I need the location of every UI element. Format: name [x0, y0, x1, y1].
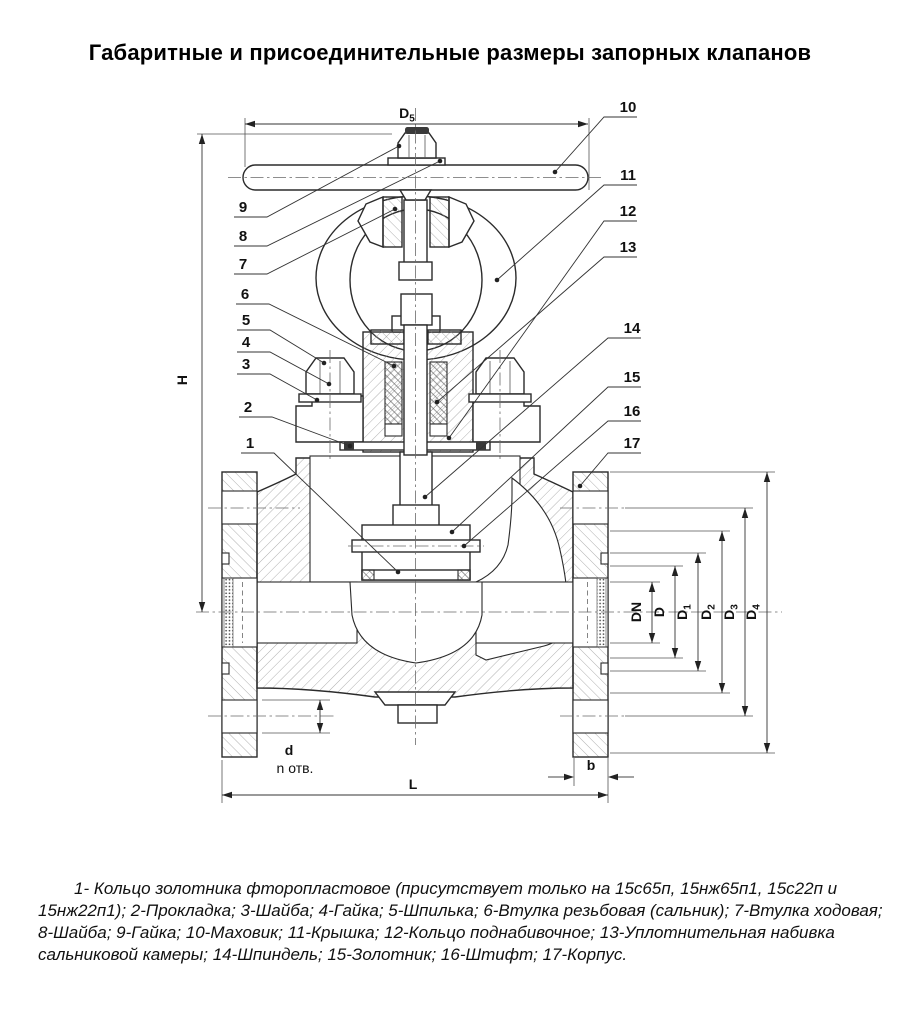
dim-d-hole	[262, 700, 330, 776]
disc-seal-ring	[362, 570, 470, 580]
svg-text:13: 13	[619, 239, 637, 256]
gland-right	[428, 330, 461, 344]
dim-b	[548, 757, 634, 786]
packing-right	[430, 362, 447, 424]
yoke-bushing-right	[430, 197, 449, 247]
svg-text:10: 10	[619, 99, 637, 116]
outlet-bore	[476, 582, 574, 643]
n-holes-label: n отв.	[276, 760, 314, 776]
part-label-10	[553, 99, 637, 174]
stem-square	[401, 294, 432, 325]
svg-text:D3: $D_3$	[721, 604, 741, 620]
yoke-bushing-left	[383, 197, 402, 247]
svg-text:16: 16	[623, 403, 641, 420]
bolt-hole	[222, 491, 257, 524]
legend	[38, 878, 883, 966]
gland-left	[371, 330, 404, 344]
svg-text:H: H	[174, 374, 190, 386]
subpacking-ring-right	[430, 424, 447, 436]
svg-text:6: 6	[240, 286, 250, 303]
part-label-5	[237, 312, 326, 365]
svg-text:D4: $D_4$	[743, 604, 763, 620]
svg-text:D5: $D_5$	[399, 105, 415, 125]
drawing-geometry	[222, 127, 608, 757]
svg-text:b: b	[586, 757, 596, 773]
svg-text:11: 11	[620, 167, 636, 184]
face-gasket-strip	[224, 578, 233, 647]
legend-line: 8-Шайба; 9-Гайка; 10-Маховик; 11-Крышка; 12-Кольцо поднабивочное; 13-Уплотнительная набивка	[38, 923, 835, 942]
page-title: Габаритные и присоединительные размеры запорных клапанов	[88, 40, 812, 65]
svg-text:8: 8	[238, 228, 248, 245]
inlet-bore	[257, 582, 357, 643]
svg-text:2: 2	[243, 399, 253, 416]
svg-text:D1: $D_1$	[674, 604, 694, 620]
svg-text:DN: DN	[628, 601, 644, 623]
left-flange	[222, 472, 257, 757]
handwheel-nut	[398, 133, 436, 158]
disc-collar	[393, 505, 439, 527]
svg-text:L: L	[408, 776, 418, 792]
svg-text:5: 5	[241, 312, 251, 329]
svg-text:4: 4	[241, 334, 251, 351]
handwheel-washer	[388, 158, 445, 165]
bolt-hole	[573, 700, 608, 733]
right-flange	[573, 472, 608, 757]
packing-left	[385, 362, 402, 424]
legend-line: сальниковой камеры; 14-Шпиндель; 15-Золотник; 16-Штифт; 17-Корпус.	[38, 945, 628, 964]
svg-text:14: 14	[623, 320, 641, 337]
bolt-hole	[573, 491, 608, 524]
svg-text:3: 3	[241, 356, 251, 373]
svg-text:D2: $D_2$	[698, 604, 718, 620]
bolt-hole	[222, 700, 257, 733]
svg-text:15: 15	[623, 369, 641, 386]
svg-text:D: D	[651, 606, 667, 618]
svg-text:1: 1	[245, 435, 255, 452]
svg-text:d: d	[284, 742, 294, 758]
legend-line: 1- Кольцо золотника фторопластовое (присутствует только на 15с65п, 15нж65п1, 15с22п и	[74, 879, 838, 898]
svg-text:12: 12	[619, 203, 637, 220]
svg-text:9: 9	[238, 199, 248, 216]
legend-line: 15нж22п1); 2-Прокладка; 3-Шайба; 4-Гайка; 5-Шпилька; 6-Втулка резьбовая (сальник); 7-Втулка ходовая;	[38, 901, 883, 920]
svg-text:17: 17	[623, 435, 641, 452]
svg-text:7: 7	[238, 256, 248, 273]
subpacking-ring-left	[385, 424, 402, 436]
stem-lower	[400, 452, 432, 507]
bottom-boss	[375, 692, 455, 705]
face-gasket-strip	[597, 578, 606, 647]
